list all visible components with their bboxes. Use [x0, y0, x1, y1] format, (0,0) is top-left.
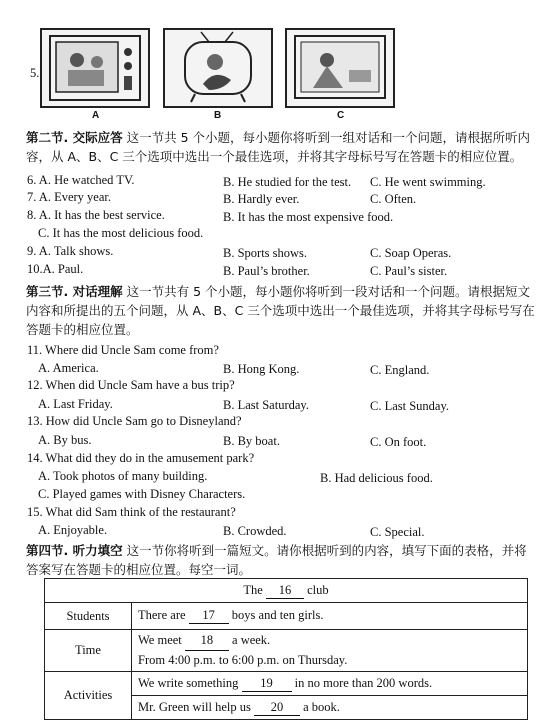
q11-option-c: C. England.: [370, 363, 430, 377]
q9-option-c: C. Soap Operas.: [370, 246, 452, 260]
q10-option-b: B. Paul’s brother.: [223, 264, 310, 278]
blank-17[interactable]: 17: [189, 608, 229, 624]
q6-option-b: B. He studied for the test.: [223, 175, 352, 189]
blank-18[interactable]: 18: [185, 631, 229, 651]
section-3-heading: 第三节: [26, 284, 64, 299]
act1-post: in no more than 200 words.: [294, 675, 433, 690]
section-4-intro-line2: 答案写在答题卡的相应位置。每空一词。: [26, 562, 252, 577]
section-3-intro-line1: 这一节共有 5 个小题，每小题你将听到一段对话和一个问题。请根据短文: [122, 284, 530, 299]
section-2-title: . 交际应答: [63, 130, 123, 145]
act2-post: a book.: [303, 699, 340, 714]
q6-option-a: 6. A. He watched TV.: [27, 173, 135, 187]
q14-option-b: B. Had delicious food.: [320, 471, 433, 485]
section-4-intro: [26, 541, 546, 579]
q6-option-c: C. He went swimming.: [370, 175, 486, 189]
tv-screen-scene-icon: [287, 30, 393, 106]
section-2-intro: [26, 128, 546, 166]
q7-option-c: C. Often.: [370, 192, 417, 206]
option-a-label: A: [92, 110, 100, 121]
time-label: Time: [45, 630, 132, 672]
option-b-label: B: [214, 110, 222, 121]
table-title-row: [45, 579, 528, 603]
q13-option-b: B. By boat.: [223, 434, 280, 448]
table-title-post: club: [307, 582, 329, 597]
table-row-time: [45, 630, 528, 672]
section-4-title: . 听力填空: [63, 543, 123, 558]
students-post: boys and ten girls.: [231, 608, 324, 622]
table-title-pre: The: [243, 582, 263, 597]
section-2-heading: 第二节: [26, 130, 64, 145]
act2-pre: Mr. Green will help us: [138, 699, 251, 714]
q7-option-b: B. Hardly ever.: [223, 192, 300, 206]
act1-pre: We write something: [138, 675, 239, 690]
students-pre: There are: [138, 608, 186, 622]
q13-question: 13. How did Uncle Sam go to Disneyland?: [27, 414, 242, 428]
q14-question: 14. What did they do in the amusement park?: [27, 451, 255, 465]
activities-label: Activities: [45, 672, 132, 720]
q12-option-c: C. Last Sunday.: [370, 399, 450, 413]
q7-option-a: 7. A. Every year.: [27, 190, 112, 204]
q8-option-a: 8. A. It has the best service.: [27, 208, 165, 222]
option-b-image: [163, 28, 273, 108]
cartoon-tv-icon: [165, 30, 271, 106]
q11-question: 11. Where did Uncle Sam come from?: [27, 343, 219, 357]
time-post: a week.: [232, 633, 271, 647]
q15-question: 15. What did Sam think of the restaurant?: [27, 505, 236, 519]
q13-option-c: C. On foot.: [370, 435, 427, 449]
q15-option-b: B. Crowded.: [223, 524, 287, 538]
table-row-activities-1: [45, 672, 528, 696]
time-line2: From 4:00 p.m. to 6:00 p.m. on Thursday.: [138, 653, 348, 667]
q9-option-b: B. Sports shows.: [223, 246, 308, 260]
section-3-intro-line2: 内容和所提出的五个问题，从 A、B、C 三个选项中选出一个最佳选项，并将其字母标号写在: [26, 303, 535, 318]
q8-option-b: B. It has the most expensive food.: [223, 210, 394, 224]
section-3-intro: [26, 282, 546, 339]
time-pre: We meet: [138, 633, 182, 647]
question-5-number: 5.: [30, 66, 40, 80]
club-info-table: [44, 578, 528, 720]
option-c-image: [285, 28, 395, 108]
section-4-heading: 第四节: [26, 543, 64, 558]
q11-option-a: A. America.: [38, 361, 99, 375]
table-title-cell: [45, 579, 528, 603]
q15-option-c: C. Special.: [370, 525, 425, 539]
q11-option-b: B. Hong Kong.: [223, 362, 300, 376]
students-cell: [132, 603, 528, 630]
section-2-intro-line2: 容，从 A、B、C 三个选项中选出一个最佳选项，并将其字母标号写在答题卡的相应位置。: [26, 149, 523, 164]
q9-option-a: 9. A. Talk shows.: [27, 244, 114, 258]
section-3-intro-line3: 答题卡的相应位置。: [26, 322, 139, 337]
option-c-label: C: [337, 110, 345, 121]
blank-20[interactable]: 20: [254, 700, 300, 716]
table-row-students: [45, 603, 528, 630]
section-4-intro-line1: 这一节你将听到一篇短文。请你根据听到的内容，填写下面的表格，并将: [122, 543, 527, 558]
q10-option-a: 10.A. Paul.: [27, 262, 84, 276]
students-label: Students: [45, 603, 132, 630]
q10-option-c: C. Paul’s sister.: [370, 264, 448, 278]
tv-set-icon: [42, 30, 148, 106]
q13-option-a: A. By bus.: [38, 433, 92, 447]
q15-option-a: A. Enjoyable.: [38, 523, 108, 537]
option-a-image: [40, 28, 150, 108]
q12-option-b: B. Last Saturday.: [223, 398, 309, 412]
q14-option-a: A. Took photos of many building.: [38, 469, 208, 483]
q12-option-a: A. Last Friday.: [38, 397, 113, 411]
time-cell: [132, 630, 528, 672]
q12-question: 12. When did Uncle Sam have a bus trip?: [27, 378, 235, 392]
section-3-title: . 对话理解: [63, 284, 123, 299]
q14-option-c: C. Played games with Disney Characters.: [38, 487, 246, 501]
blank-16[interactable]: 16: [266, 583, 304, 599]
blank-19[interactable]: 19: [242, 676, 292, 692]
activities-cell-1: [132, 672, 528, 696]
section-2-intro-line1: 这一节共 5 个小题，每小题你将听到一组对话和一个问题，请根据所听内: [122, 130, 530, 145]
q8-option-c: C. It has the most delicious food.: [38, 226, 204, 240]
activities-cell-2: [132, 696, 528, 720]
